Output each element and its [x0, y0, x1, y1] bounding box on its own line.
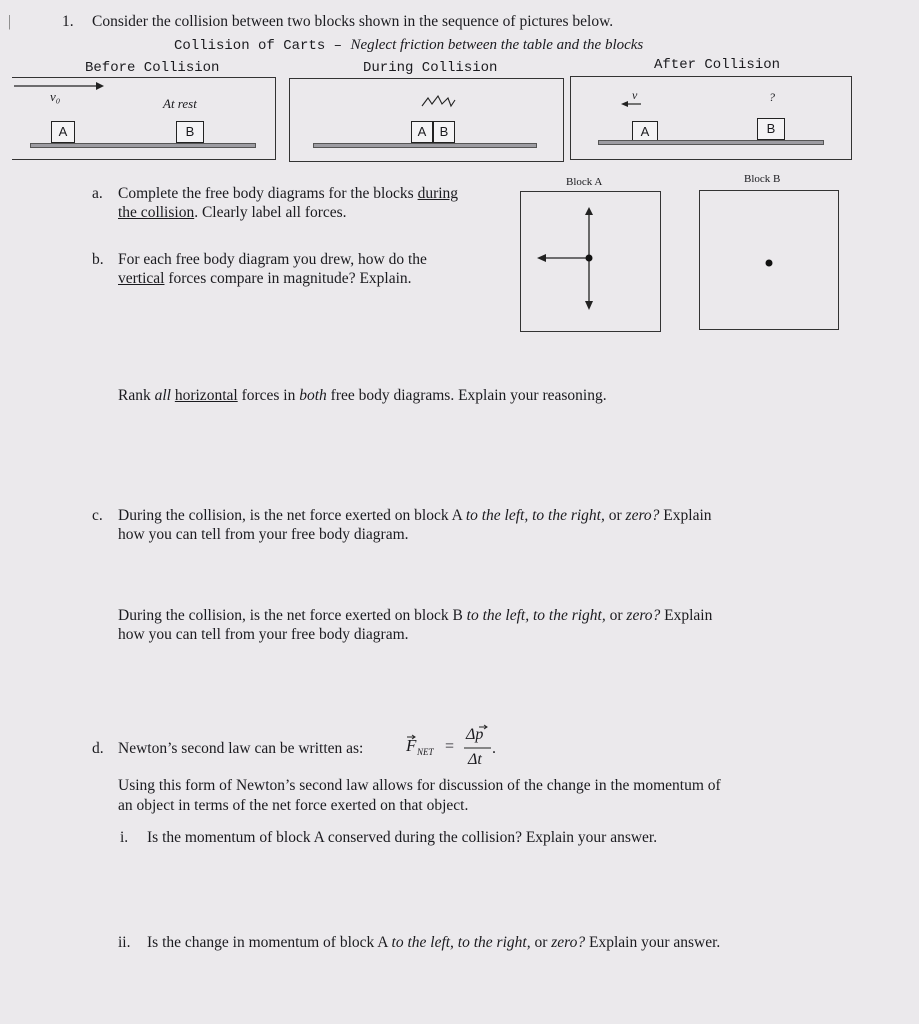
part-d-letter: d.: [92, 740, 104, 757]
problem-number: 1.: [62, 13, 74, 30]
part-c-a-or: or: [604, 507, 626, 524]
part-c-a-directions: to the left, to the right,: [465, 507, 605, 524]
rank-both: both: [299, 387, 327, 404]
part-d-ii-explain: Explain your answer.: [585, 934, 721, 951]
part-c-b-or: or: [605, 607, 627, 624]
part-c-a-pre: During the collision, is the net force exerted on block A: [118, 507, 466, 524]
part-a-line2-text: . Clearly label all forces.: [194, 204, 347, 221]
part-c-a-explain: Explain: [659, 507, 712, 524]
part-c-letter: c.: [92, 507, 103, 524]
after-block-b: B: [757, 118, 785, 140]
part-d-i-num: i.: [120, 829, 129, 846]
fbd-block-b-label: Block B: [744, 173, 781, 185]
rank-post: free body diagrams. Explain your reasoning.: [326, 387, 607, 404]
equation-period: .: [492, 740, 496, 757]
part-d-ii-zero: zero?: [551, 934, 586, 951]
part-c-b-pre: During the collision, is the net force exerted on block B: [118, 607, 467, 624]
part-d-ii-num: ii.: [118, 934, 131, 951]
before-collision-label: Before Collision: [85, 60, 220, 76]
during-collision-label: During Collision: [363, 60, 498, 76]
part-c-a-zero: zero?: [625, 507, 660, 524]
part-a-during: during: [417, 185, 459, 202]
rank-horizontal: horizontal: [174, 387, 238, 404]
during-block-b: B: [433, 121, 455, 143]
part-d-ii-directions: to the left, to the right,: [391, 934, 531, 951]
during-block-a: A: [411, 121, 433, 143]
part-d-i-text: Is the momentum of block A conserved during the collision? Explain your answer.: [147, 829, 658, 846]
part-d-law-text: Newton’s second law can be written as:: [118, 740, 364, 757]
part-a-the-collision: the collision: [118, 204, 195, 221]
part-d-ii-text: [147, 933, 720, 953]
equation-f-symbol: F: [406, 736, 417, 755]
problem-intro: Consider the collision between two blocks shown in the sequence of pictures below.: [92, 13, 614, 30]
part-c-b-zero: zero?: [626, 607, 661, 624]
part-d-ii-or: or: [530, 934, 552, 951]
part-b-letter: b.: [92, 251, 104, 268]
v0-label: v₀: [50, 89, 61, 104]
equation-f-subscript: NET: [417, 747, 434, 757]
part-c-b-directions: to the left, to the right,: [466, 607, 606, 624]
equation-equals: =: [445, 738, 455, 755]
rank-all: all: [154, 387, 171, 404]
figure-title-prefix: Collision of Carts –: [174, 38, 351, 54]
before-block-a: A: [51, 121, 75, 143]
equation-numerator: Δp: [466, 726, 484, 743]
part-b-vertical: vertical: [118, 270, 165, 287]
part-c-b-explain: Explain: [660, 607, 713, 624]
figure-title-italic: Neglect friction between the table and the blocks: [350, 37, 644, 53]
part-a-letter: a.: [92, 185, 103, 202]
rank-pre: Rank: [118, 387, 155, 404]
fbd-block-a-label: Block A: [566, 176, 603, 188]
after-collision-label: After Collision: [654, 57, 781, 73]
v-label: v: [632, 88, 638, 102]
part-d-ii-pre: Is the change in momentum of block A: [147, 934, 392, 951]
at-rest-label: At rest: [163, 96, 197, 111]
part-d-para-line1: Using this form of Newton’s second law allows for discussion of the change in the momentum of: [118, 777, 721, 794]
equation-denominator: Δt: [468, 751, 482, 768]
part-a-line1-text: Complete the free body diagrams for the blocks: [118, 185, 418, 202]
rank-mid: forces in: [237, 387, 300, 404]
question-mark-label: ?: [769, 90, 775, 104]
before-block-b: B: [176, 121, 204, 143]
margin-mark: |: [8, 13, 12, 30]
after-block-a: A: [632, 121, 658, 143]
part-c-b-line2: how you can tell from your free body diagram.: [118, 626, 409, 643]
part-c-a-line2: how you can tell from your free body diagram.: [118, 526, 409, 543]
part-d-para-line2: an object in terms of the net force exerted on that object.: [118, 797, 469, 814]
part-b-line2-text: forces compare in magnitude? Explain.: [164, 270, 412, 287]
part-b-line1: For each free body diagram you drew, how do the: [118, 251, 427, 268]
